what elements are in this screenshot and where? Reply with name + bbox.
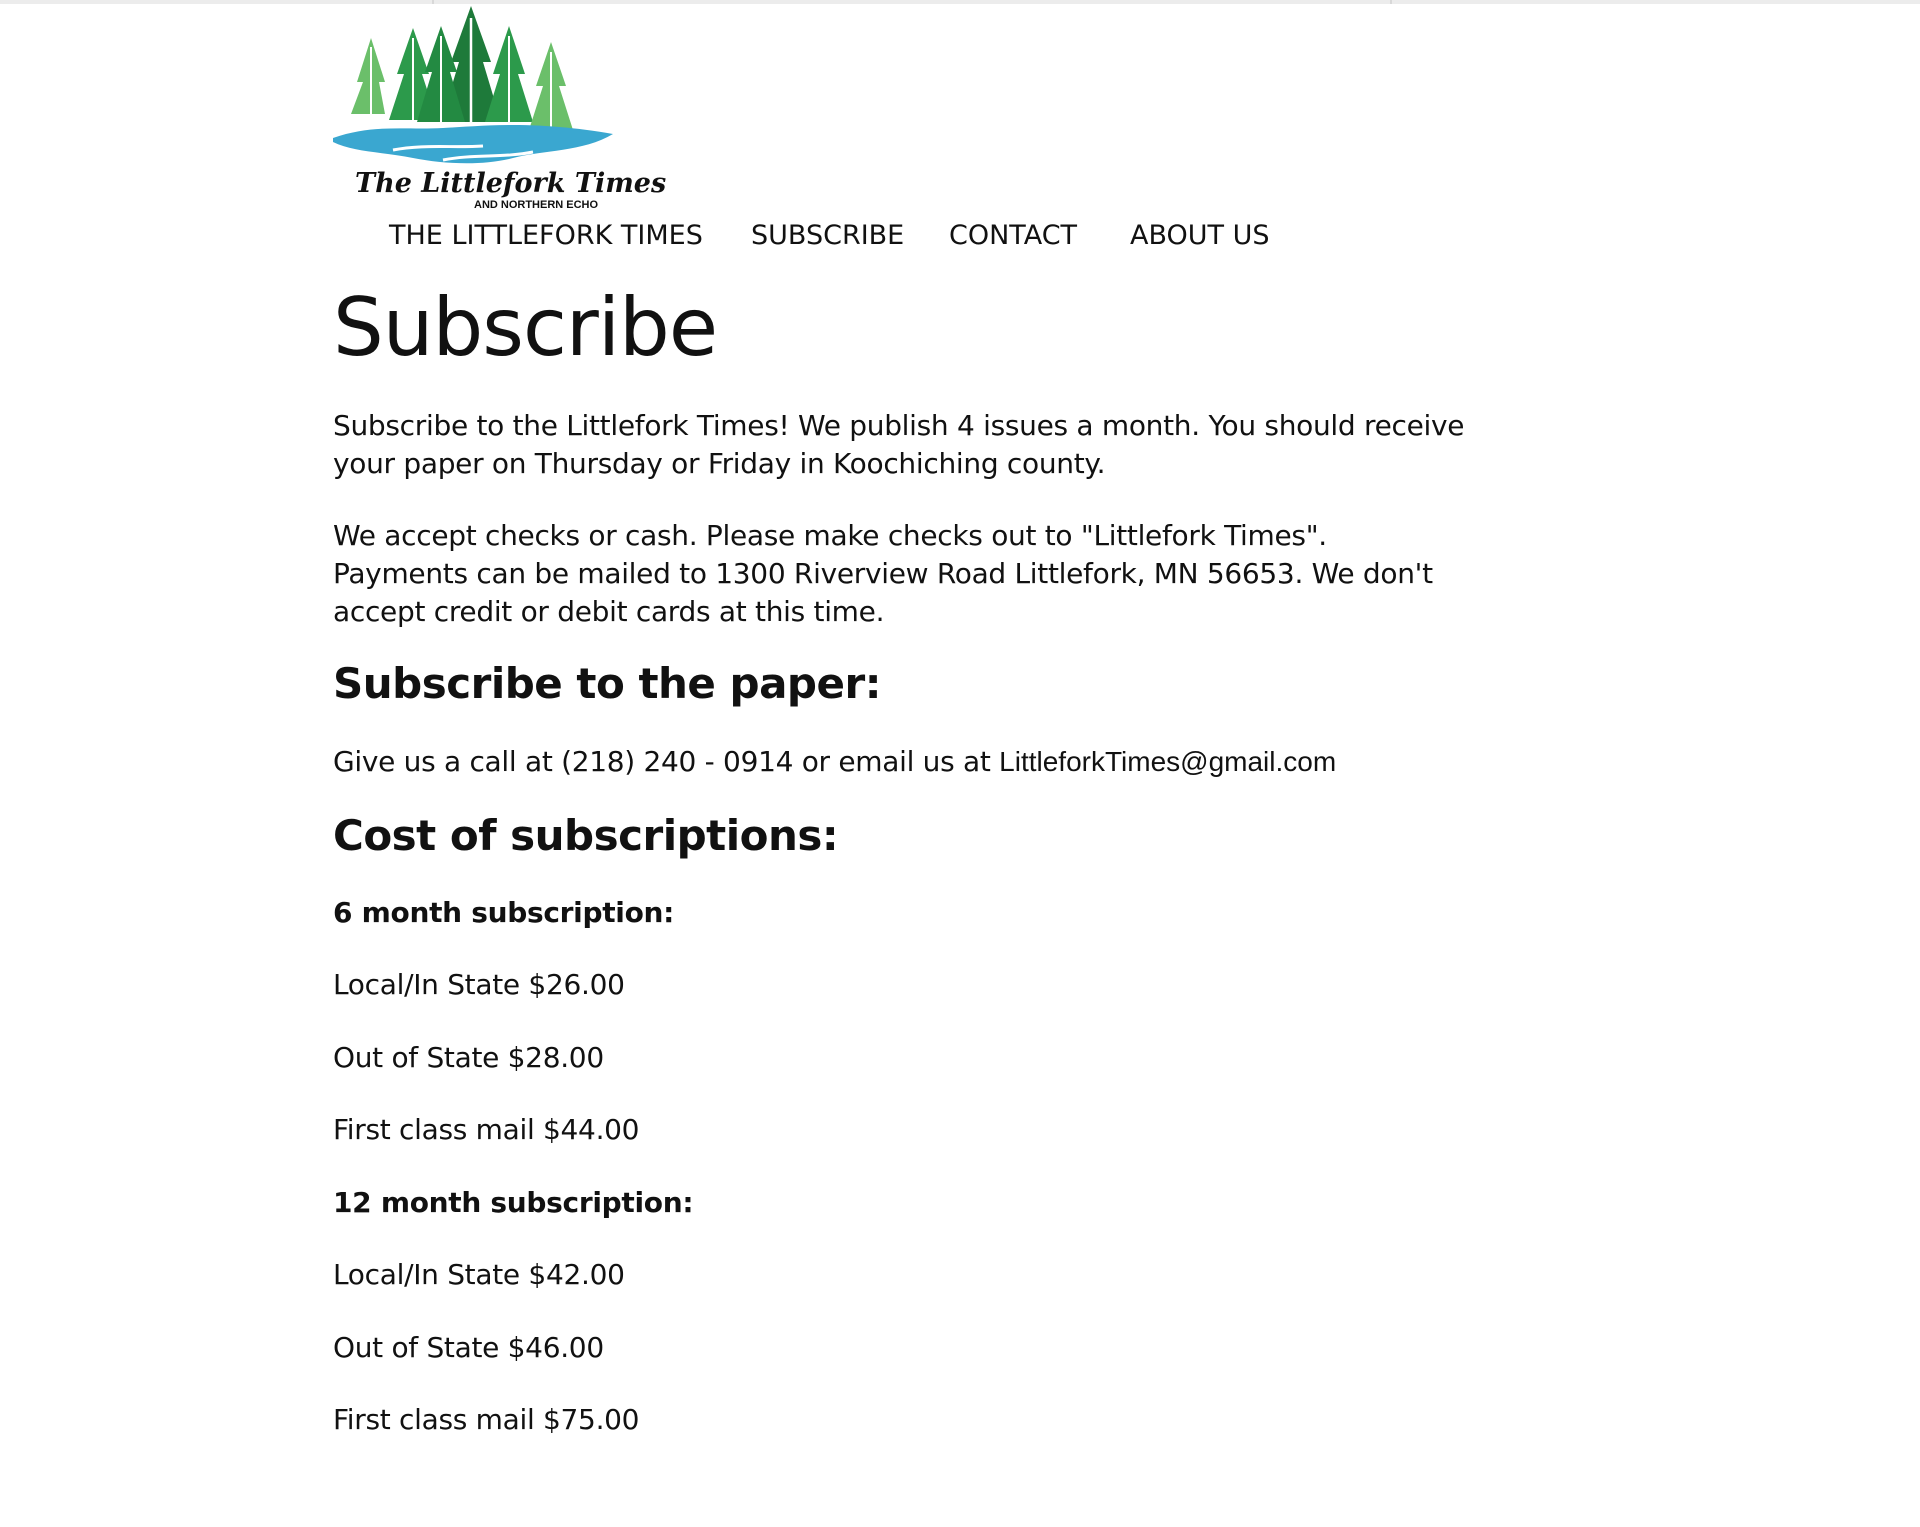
twelve-month-out-of-state-price: Out of State $46.00 <box>333 1331 604 1364</box>
nav-item-contact[interactable]: CONTACT <box>949 220 1078 251</box>
contact-text: Give us a call at (218) 240 - 0914 or email us at <box>333 745 1000 778</box>
logo-subtitle: AND NORTHERN ECHO <box>474 199 599 211</box>
site-logo[interactable] <box>333 2 667 214</box>
six-month-heading: 6 month subscription: <box>333 896 675 929</box>
cost-heading: Cost of subscriptions: <box>333 811 839 860</box>
six-month-out-of-state-price: Out of State $28.00 <box>333 1041 604 1074</box>
twelve-month-local-price: Local/In State $42.00 <box>333 1258 625 1291</box>
nav-item-about-us[interactable]: ABOUT US <box>1130 220 1270 251</box>
nav-item-the-littlefork-times[interactable]: THE LITTLEFORK TIMES <box>389 220 703 251</box>
payment-line-1: We accept checks or cash. Please make checks out to "Littlefork Times". <box>333 519 1327 552</box>
twelve-month-first-class-price: First class mail $75.00 <box>333 1403 640 1436</box>
contact-email-link[interactable]: LittleforkTimes@gmail.com <box>999 746 1337 777</box>
logo-title: The Littlefork Times <box>355 168 667 199</box>
nav-item-subscribe[interactable]: SUBSCRIBE <box>751 220 905 251</box>
six-month-first-class-price: First class mail $44.00 <box>333 1113 640 1146</box>
page-title: Subscribe <box>333 281 718 374</box>
six-month-local-price: Local/In State $26.00 <box>333 968 625 1001</box>
contact-line <box>333 744 1336 780</box>
main-nav <box>333 220 1493 260</box>
page-content <box>333 0 1493 1436</box>
payment-line-2: Payments can be mailed to 1300 Riverview Road Littlefork, MN 56653. We don't accept credit or debit cards at this time. <box>333 557 1433 628</box>
twelve-month-heading: 12 month subscription: <box>333 1186 694 1219</box>
payment-paragraph <box>333 517 1493 631</box>
intro-paragraph: Subscribe to the Littlefork Times! We publish 4 issues a month. You should receive your paper on Thursday or Friday in Koochiching county. <box>333 409 1465 480</box>
subscribe-heading: Subscribe to the paper: <box>333 659 881 708</box>
